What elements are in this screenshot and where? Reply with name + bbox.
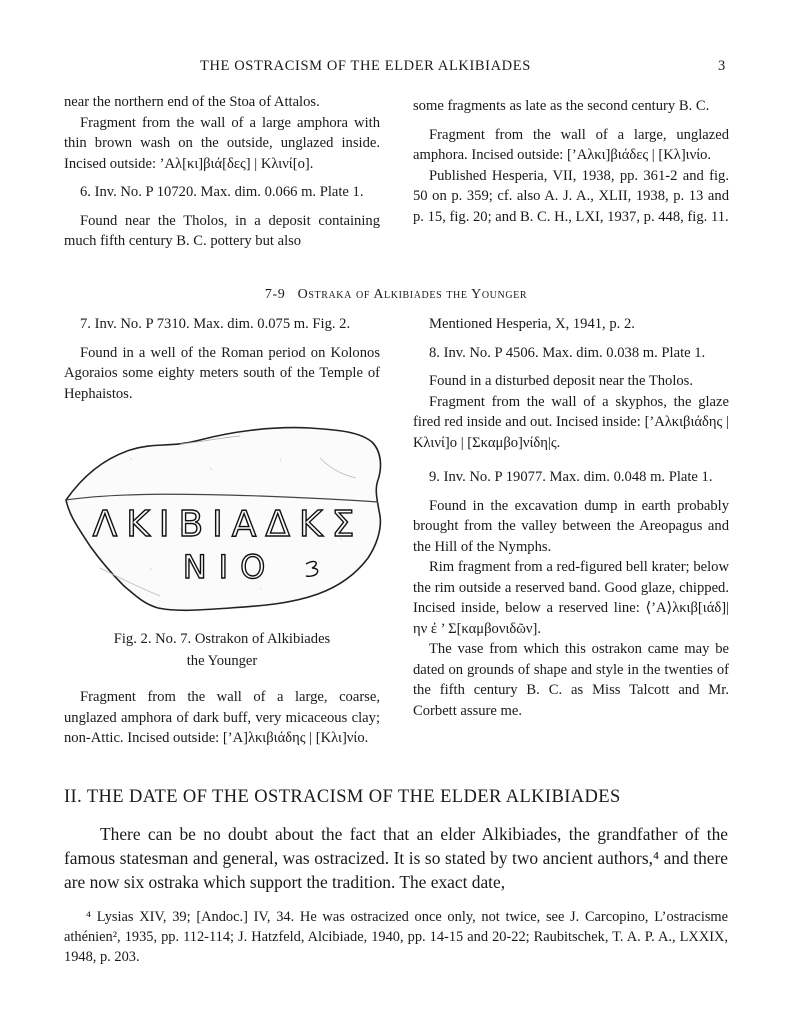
caption-line: Fig. 2. No. 7. Ostrakon of Alkibiades (113, 631, 331, 647)
paragraph: Fragment from the wall of a large, unglazed amphora. Incised outside: [’Αλκι]βιάδες | [Κλ]ινίο. (413, 126, 729, 163)
paragraph: Rim fragment from a red-figured bell krater; below the rim outside a reserved band. Good glaze, chipped. Incised inside, below a reserved line: ⟨’Α⟩λκιβ[ιάδ]|ην ἐ ’ Σ[καμβονιδῶν]. (413, 559, 729, 637)
paragraph: Found in a disturbed deposit near the Tholos. (429, 373, 694, 389)
paragraph: some fragments as late as the second century B. C. (413, 98, 710, 114)
inscription-line-1: ΛΚΙΒΙΑΔΚΣ (92, 504, 364, 545)
left-column-middle (64, 314, 380, 404)
paragraph: Found in a well of the Roman period on Kolonos Agoraios some eighty meters south of the Temple of Hephaistos. (64, 344, 380, 402)
subsection-number: 7-9 (264, 287, 286, 302)
paragraph: The vase from which this ostrakon came may be dated on grounds of shape and style in the twenties of the fifth century B. C. as Miss Talcott and Mr. Corbett assure me. (413, 641, 729, 719)
catalogue-entry: 7. Inv. No. P 7310. Max. dim. 0.075 m. Fig. 2. (80, 316, 351, 332)
subsection-title: Ostraka of Alkibiades the Younger (297, 287, 528, 302)
paragraph: There can be no doubt about the fact that an elder Alkibiades, the grandfather of the famous statesman and general, was ostracized. It is so stated by two ancient authors,⁴ and there are now six ostraka which support the tradition. The exact date, (64, 824, 728, 892)
paragraph: Fragment from the wall of a large amphora with thin brown wash on the outside, unglazed inside. Incised outside: ’Αλ[κι]βιά[δες] | Κλινί[ο]. (64, 114, 380, 172)
paragraph: near the northern end of the Stoa of Attalos. (64, 94, 320, 110)
footnote (64, 907, 728, 967)
right-column-middle (413, 314, 729, 721)
paragraph: Published Hesperia, VII, 1938, pp. 361-2 and fig. 50 on p. 359; cf. also A. J. A., XLII, 1938, p. 13 and p. 15, fig. 20; and B. C. H., LXI, 1937, p. 448, fig. 11. (413, 167, 729, 225)
catalogue-entry: 8. Inv. No. P 4506. Max. dim. 0.038 m. Plate 1. (429, 344, 706, 361)
catalogue-entry: 6. Inv. No. P 10720. Max. dim. 0.066 m. Plate 1. (80, 184, 364, 200)
section-body (64, 822, 728, 894)
catalogue-entry: 9. Inv. No. P 19077. Max. dim. 0.048 m. Plate 1. (429, 469, 713, 485)
caption-line: the Younger (186, 653, 258, 669)
figure-caption (64, 628, 380, 672)
right-column-top (413, 96, 729, 227)
left-column-top (64, 92, 380, 252)
footnote-text: ⁴ Lysias XIV, 39; [Andoc.] IV, 34. He was ostracized once only, not twice, see J. Carcopino, L’ostracisme athénien², 1935, pp. 112-114; J. Hatzfeld, Alcibiade, 1940, pp. 14-15 and 20-22; Raubitschek, T. A. P. A., LXXIX, 1948, p. 203. (64, 909, 728, 965)
inscription-line-2: ΝΙΟ (182, 548, 278, 586)
subsection-heading (0, 287, 792, 303)
paragraph: Mentioned Hesperia, X, 1941, p. 2. (429, 316, 635, 332)
page-number: 3 (718, 58, 726, 74)
page-title: THE OSTRACISM OF THE ELDER ALKIBIADES (200, 58, 531, 74)
paragraph: Found in the excavation dump in earth probably brought from the valley between the Areopagus and the Hill of the Nymphs. (413, 497, 729, 555)
paragraph: Fragment from the wall of a skyphos, the glaze fired red inside and out. Incised inside: [’Αλκιβιάδης | Κλινί]ο | [Σκαμβο]νίδη|ς. (413, 393, 729, 451)
ostrakon-figure (60, 418, 390, 618)
ostrakon-drawing (60, 418, 390, 618)
paragraph: Fragment from the wall of a large, coarse, unglazed amphora of dark buff, very micaceous clay; non-Attic. Incised outside: [’Α]λκιβιάδης | [Κλι]νίο. (64, 689, 380, 746)
left-column-bottom (64, 687, 380, 749)
paragraph: Found near the Tholos, in a deposit containing much fifth century B. C. pottery but also (64, 212, 380, 249)
section-heading: II. THE DATE OF THE OSTRACISM OF THE ELDER ALKIBIADES (64, 787, 621, 807)
